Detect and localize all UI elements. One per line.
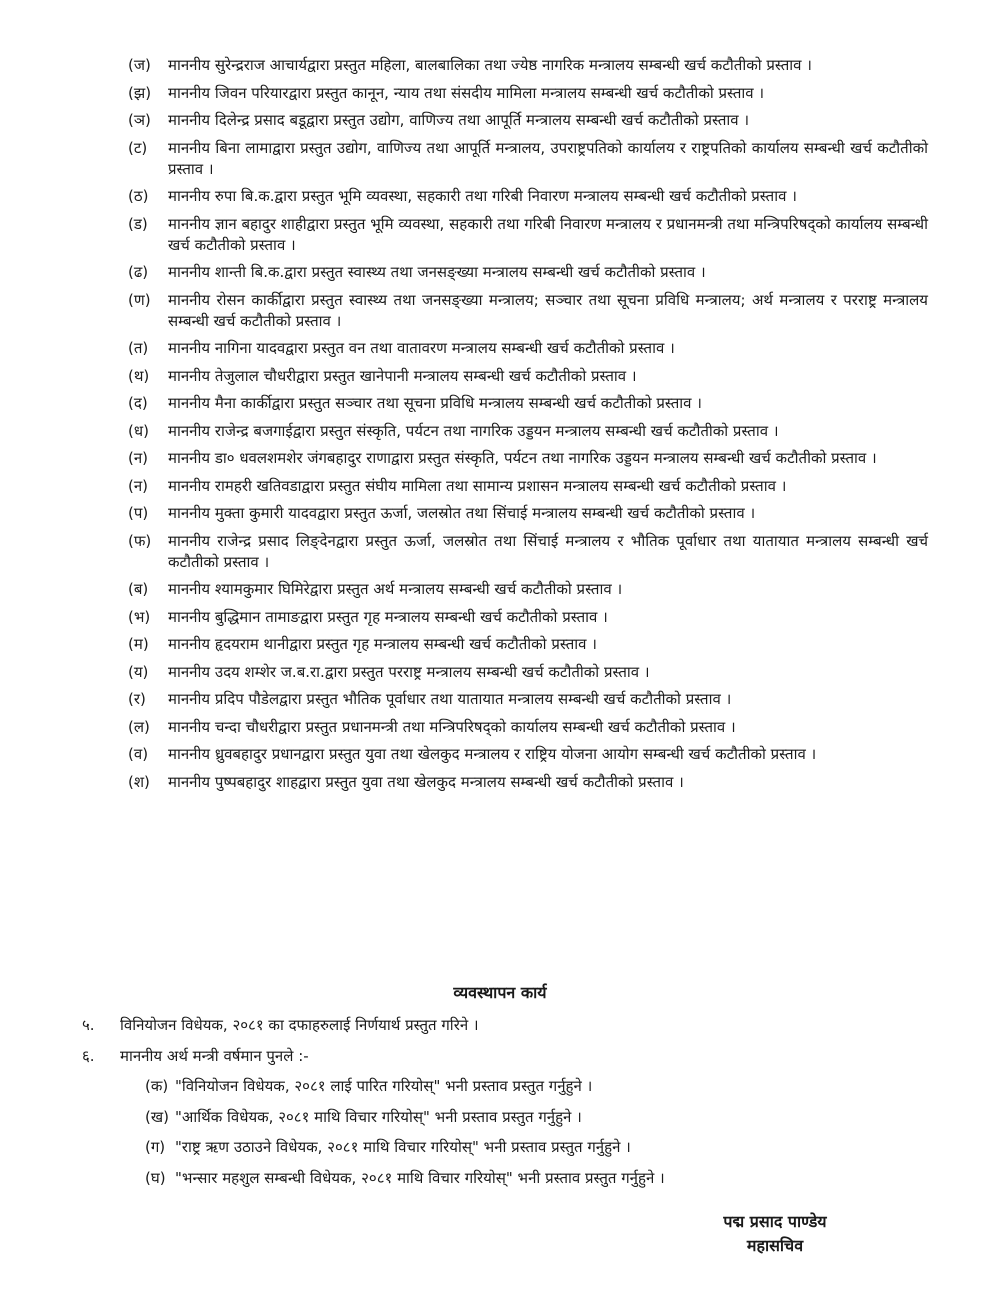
agenda-item-text: माननीय रामहरी खतिवडाद्वारा प्रस्तुत संघीय मामिला तथा सामान्य प्रशासन मन्त्रालय सम्बन्धी खर्च कटौतीको प्रस्ताव । bbox=[168, 476, 787, 495]
agenda-item-marker: (फ) bbox=[128, 531, 152, 550]
sub-item-marker: (घ) bbox=[145, 1168, 166, 1187]
agenda-item-marker: (व) bbox=[128, 745, 149, 763]
numbered-item-marker: ५. bbox=[82, 1016, 95, 1034]
agenda-item bbox=[128, 186, 928, 207]
agenda-item bbox=[128, 366, 928, 387]
sub-item-text: "राष्ट्र ऋण उठाउने विधेयक, २०८१ माथि विचार गरियोस्" भनी प्रस्ताव प्रस्तुत गर्नुहुने । bbox=[175, 1138, 631, 1156]
agenda-item-text: माननीय बिना लामाद्वारा प्रस्तुत उद्योग, वाणिज्य तथा आपूर्ति मन्त्रालय, उपराष्ट्रपतिको कार्यालय र राष्ट्रपतिको कार्यालय सम्बन्धी खर्च कटौतीको प्रस्ताव । bbox=[168, 138, 928, 178]
sub-item-list bbox=[145, 1075, 945, 1197]
agenda-item-text: माननीय मैना कार्कीद्वारा प्रस्तुत सञ्चार तथा सूचना प्रविधि मन्त्रालय सम्बन्धी खर्च कटौतीको प्रस्ताव । bbox=[168, 394, 702, 412]
agenda-item-marker: (ट) bbox=[128, 138, 148, 157]
agenda-item-marker: (ब) bbox=[128, 580, 149, 598]
agenda-item-text: माननीय शान्ती बि.क.द्वारा प्रस्तुत स्वास्थ्य तथा जनसङ्ख्या मन्त्रालय सम्बन्धी खर्च कटौतीको प्रस्ताव । bbox=[168, 263, 706, 281]
agenda-item-text: माननीय जिवन परियारद्वारा प्रस्तुत कानून, न्याय तथा संसदीय मामिला मन्त्रालय सम्बन्धी खर्च कटौतीको प्रस्ताव । bbox=[168, 83, 765, 102]
agenda-item bbox=[128, 531, 928, 573]
agenda-item-text: माननीय बुद्धिमान तामाङद्वारा प्रस्तुत गृह मन्त्रालय सम्बन्धी खर्च कटौतीको प्रस्ताव । bbox=[168, 607, 608, 626]
agenda-item-marker: (ण) bbox=[128, 290, 151, 309]
agenda-item-marker: (ञ) bbox=[128, 111, 151, 129]
agenda-item bbox=[128, 421, 928, 442]
agenda-item bbox=[128, 634, 928, 655]
agenda-item-text: माननीय हृदयराम थानीद्वारा प्रस्तुत गृह मन्त्रालय सम्बन्धी खर्च कटौतीको प्रस्ताव । bbox=[168, 635, 597, 653]
agenda-item-text: माननीय ध्रुवबहादुर प्रधानद्वारा प्रस्तुत युवा तथा खेलकुद मन्त्रालय र राष्ट्रिय योजना आयोग सम्बन्धी खर्च कटौतीको प्रस्ताव । bbox=[168, 745, 817, 763]
agenda-item-marker: (ड) bbox=[128, 214, 148, 233]
agenda-item bbox=[128, 503, 928, 524]
agenda-item bbox=[128, 772, 928, 793]
sub-item-text: "विनियोजन विधेयक, २०८१ लाई पारित गरियोस्" भनी प्रस्ताव प्रस्तुत गर्नुहुने । bbox=[175, 1077, 593, 1095]
signatory-title: महासचिव bbox=[746, 1236, 804, 1255]
signatory-name: पद्म प्रसाद पाण्डेय bbox=[723, 1212, 827, 1231]
agenda-item-marker: (न) bbox=[128, 476, 149, 495]
agenda-item bbox=[128, 338, 928, 359]
agenda-item-marker: (र) bbox=[128, 690, 146, 708]
sub-item-marker: (ख) bbox=[145, 1107, 169, 1126]
sub-item bbox=[145, 1167, 945, 1189]
agenda-item bbox=[128, 110, 928, 131]
agenda-item bbox=[128, 290, 928, 332]
agenda-item bbox=[128, 55, 928, 76]
agenda-item-marker: (ठ) bbox=[128, 187, 149, 205]
agenda-item-marker: (श) bbox=[128, 772, 150, 791]
agenda-item-marker: (झ) bbox=[128, 83, 152, 102]
agenda-item bbox=[128, 579, 928, 600]
agenda-item-marker: (ध) bbox=[128, 421, 149, 440]
agenda-item-text: माननीय राजेन्द्र बजगाईद्वारा प्रस्तुत संस्कृति, पर्यटन तथा नागरिक उड्डयन मन्त्रालय सम्बन्धी खर्च कटौतीको प्रस्ताव । bbox=[168, 421, 779, 440]
agenda-item-marker: (द) bbox=[128, 394, 148, 412]
numbered-item-text: माननीय अर्थ मन्त्री वर्षमान पुनले :- bbox=[120, 1047, 309, 1065]
agenda-item-text: माननीय पुष्पबहादुर शाहद्वारा प्रस्तुत युवा तथा खेलकुद मन्त्रालय सम्बन्धी खर्च कटौतीको प्रस्ताव । bbox=[168, 772, 684, 791]
agenda-item bbox=[128, 476, 928, 497]
agenda-item-text: माननीय उदय शम्शेर ज.ब.रा.द्वारा प्रस्तुत परराष्ट्र मन्त्रालय सम्बन्धी खर्च कटौतीको प्रस्ताव । bbox=[168, 662, 650, 681]
agenda-item-marker: (य) bbox=[128, 662, 149, 681]
agenda-item bbox=[128, 717, 928, 738]
sub-item-text: "भन्सार महशुल सम्बन्धी विधेयक, २०८१ माथि विचार गरियोस्" भनी प्रस्ताव प्रस्तुत गर्नुहुने । bbox=[175, 1168, 665, 1187]
section-heading: व्यवस्थापन कार्य bbox=[453, 983, 547, 1002]
agenda-item bbox=[128, 393, 928, 414]
agenda-item bbox=[128, 138, 928, 180]
numbered-item-marker: ६. bbox=[82, 1047, 95, 1065]
agenda-item-text: माननीय नागिना यादवद्वारा प्रस्तुत वन तथा वातावरण मन्त्रालय सम्बन्धी खर्च कटौतीको प्रस्ताव । bbox=[168, 339, 675, 357]
agenda-item bbox=[128, 83, 928, 104]
agenda-item-text: माननीय श्यामकुमार घिमिरेद्वारा प्रस्तुत अर्थ मन्त्रालय सम्बन्धी खर्च कटौतीको प्रस्ताव । bbox=[168, 580, 623, 598]
agenda-item-marker: (ज) bbox=[128, 56, 151, 74]
agenda-item-text: माननीय सुरेन्द्रराज आचार्यद्वारा प्रस्तुत महिला, बालबालिका तथा ज्येष्ठ नागरिक मन्त्रालय सम्बन्धी खर्च कटौतीको प्रस्ताव । bbox=[168, 56, 812, 74]
agenda-item-text: माननीय रुपा बि.क.द्वारा प्रस्तुत भूमि व्यवस्था, सहकारी तथा गरिबी निवारण मन्त्रालय सम्बन्धी खर्च कटौतीको प्रस्ताव । bbox=[168, 187, 797, 205]
agenda-item-text: माननीय दिलेन्द्र प्रसाद बडूद्वारा प्रस्तुत उद्योग, वाणिज्य तथा आपूर्ति मन्त्रालय सम्बन्धी खर्च कटौतीको प्रस्ताव । bbox=[168, 111, 750, 129]
agenda-item-marker: (त) bbox=[128, 339, 149, 357]
agenda-item-marker: (म) bbox=[128, 635, 149, 653]
agenda-item-marker: (ल) bbox=[128, 717, 150, 736]
agenda-item-text: माननीय ज्ञान बहादुर शाहीद्वारा प्रस्तुत भूमि व्यवस्था, सहकारी तथा गरिबी निवारण मन्त्रालय र प्रधानमन्त्री तथा मन्त्रिपरिषद्को कार्यालय सम्बन्धी खर्च कटौतीको प्रस्ताव । bbox=[168, 214, 928, 254]
agenda-item bbox=[128, 662, 928, 683]
sub-item-marker: (क) bbox=[145, 1077, 169, 1095]
agenda-item-text: माननीय चन्दा चौधरीद्वारा प्रस्तुत प्रधानमन्त्री तथा मन्त्रिपरिषद्को कार्यालय सम्बन्धी खर्च कटौतीको प्रस्ताव । bbox=[168, 717, 736, 736]
sub-item-text: "आर्थिक विधेयक, २०८१ माथि विचार गरियोस्" भनी प्रस्ताव प्रस्तुत गर्नुहुने । bbox=[175, 1107, 582, 1126]
agenda-item-text: माननीय रोसन कार्कीद्वारा प्रस्तुत स्वास्थ्य तथा जनसङ्ख्या मन्त्रालय; सञ्चार तथा सूचना प्रविधि मन्त्रालय; अर्थ मन्त्रालय र परराष्ट्र मन्त्रालय सम्बन्धी खर्च कटौतीको प्रस्ताव । bbox=[168, 290, 928, 330]
numbered-item-6 bbox=[82, 1045, 962, 1067]
agenda-item-marker: (भ) bbox=[128, 607, 151, 626]
agenda-item-marker: (प) bbox=[128, 504, 149, 522]
agenda-item-marker: (थ) bbox=[128, 366, 150, 385]
agenda-item-text: माननीय राजेन्द्र प्रसाद लिङ्देनद्वारा प्रस्तुत ऊर्जा, जलस्रोत तथा सिंचाई मन्त्रालय र भौतिक पूर्वाधार तथा यातायात मन्त्रालय सम्बन्धी खर्च कटौतीको प्रस्ताव । bbox=[168, 531, 928, 571]
agenda-item bbox=[128, 689, 928, 710]
sub-item-marker: (ग) bbox=[145, 1138, 166, 1156]
agenda-item bbox=[128, 607, 928, 628]
agenda-item bbox=[128, 448, 928, 469]
agenda-item-text: माननीय मुक्ता कुमारी यादवद्वारा प्रस्तुत ऊर्जा, जलस्रोत तथा सिंचाई मन्त्रालय सम्बन्धी खर्च कटौतीको प्रस्ताव । bbox=[168, 504, 756, 522]
sub-item bbox=[145, 1075, 945, 1097]
agenda-item bbox=[128, 262, 928, 283]
agenda-item-text: माननीय प्रदिप पौडेलद्वारा प्रस्तुत भौतिक पूर्वाधार तथा यातायात मन्त्रालय सम्बन्धी खर्च कटौतीको प्रस्ताव । bbox=[168, 690, 732, 708]
agenda-item-marker: (ढ) bbox=[128, 263, 149, 281]
agenda-item bbox=[128, 744, 928, 765]
agenda-item-text: माननीय तेजुलाल चौधरीद्वारा प्रस्तुत खानेपानी मन्त्रालय सम्बन्धी खर्च कटौतीको प्रस्ताव । bbox=[168, 366, 637, 385]
agenda-item-text: माननीय डा० धवलशमशेर जंगबहादुर राणाद्वारा प्रस्तुत संस्कृति, पर्यटन तथा नागरिक उड्डयन मन्त्रालय सम्बन्धी खर्च कटौतीको प्रस्ताव । bbox=[168, 449, 877, 467]
sub-item bbox=[145, 1136, 945, 1158]
agenda-item bbox=[128, 214, 928, 256]
numbered-item-5 bbox=[82, 1014, 962, 1036]
signature-block bbox=[690, 1210, 860, 1258]
agenda-item-marker: (न) bbox=[128, 449, 149, 467]
sub-item bbox=[145, 1106, 945, 1128]
agenda-list bbox=[128, 55, 928, 799]
numbered-item-text: विनियोजन विधेयक, २०८१ का दफाहरुलाई निर्णयार्थ प्रस्तुत गरिने । bbox=[120, 1016, 479, 1034]
